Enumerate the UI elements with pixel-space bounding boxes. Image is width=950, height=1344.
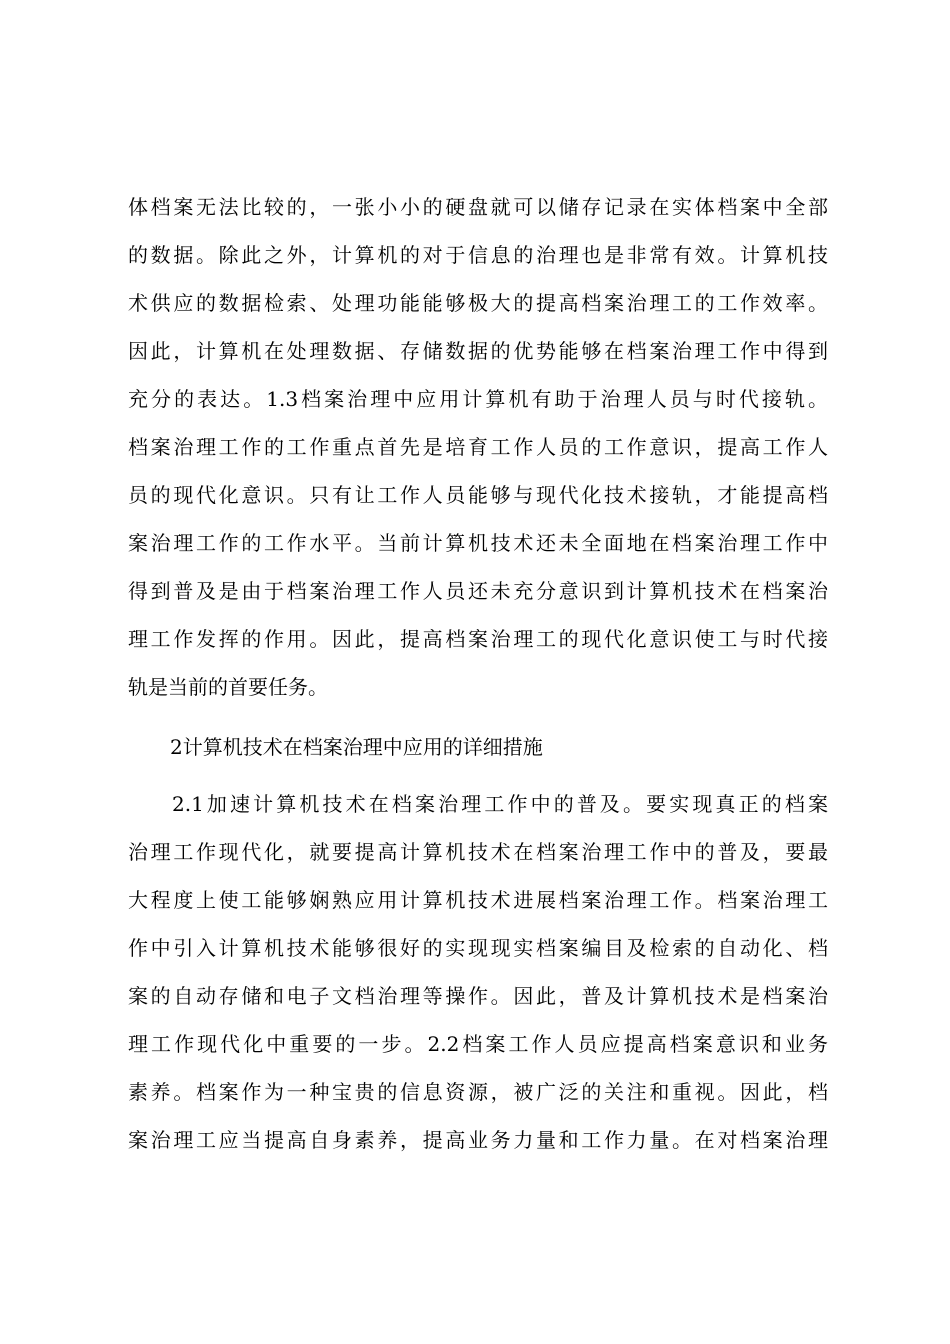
paragraph-1-line-8: 案治理工作的工作水平。当前计算机技术还未全面地在档案治理工作中 <box>128 531 828 555</box>
paragraph-1-line-11: 轨是当前的首要任务。 <box>128 675 328 699</box>
paragraph-1-line-9: 得到普及是由于档案治理工作人员还未充分意识到计算机技术在档案治 <box>128 579 828 603</box>
paragraph-1-line-5: 充分的表达。1.3档案治理中应用计算机有助于治理人员与时代接轨。 <box>128 387 828 411</box>
paragraph-2-line-2: 治理工作现代化，就要提高计算机技术在档案治理工作中的普及，要最 <box>128 840 828 864</box>
paragraph-2-line-8: 案治理工应当提高自身素养，提高业务力量和工作力量。在对档案治理 <box>128 1128 828 1152</box>
paragraph-2-line-3: 大程度上使工能够娴熟应用计算机技术进展档案治理工作。档案治理工 <box>128 888 828 912</box>
paragraph-1-line-2: 的数据。除此之外，计算机的对于信息的治理也是非常有效。计算机技 <box>128 243 828 267</box>
paragraph-2-line-5: 案的自动存储和电子文档治理等操作。因此，普及计算机技术是档案治 <box>128 984 828 1008</box>
paragraph-1-line-1: 体档案无法比较的，一张小小的硬盘就可以储存记录在实体档案中全部 <box>128 195 828 219</box>
paragraph-2-line-4: 作中引入计算机技术能够很好的实现现实档案编目及检索的自动化、档 <box>128 936 828 960</box>
paragraph-2-line-1: 2.1加速计算机技术在档案治理工作中的普及。要实现真正的档案 <box>172 792 828 816</box>
paragraph-2-line-7: 素养。档案作为一种宝贵的信息资源，被广泛的关注和重视。因此，档 <box>128 1080 828 1104</box>
paragraph-1-line-10: 理工作发挥的作用。因此，提高档案治理工的现代化意识使工与时代接 <box>128 627 828 651</box>
paragraph-1-line-4: 因此，计算机在处理数据、存储数据的优势能够在档案治理工作中得到 <box>128 339 828 363</box>
paragraph-1-line-7: 员的现代化意识。只有让工作人员能够与现代化技术接轨，才能提高档 <box>128 483 828 507</box>
paragraph-2-line-6: 理工作现代化中重要的一步。2.2档案工作人员应提高档案意识和业务 <box>128 1032 828 1056</box>
paragraph-1-line-6: 档案治理工作的工作重点首先是培育工作人员的工作意识，提高工作人 <box>128 435 828 459</box>
paragraph-1-line-3: 术供应的数据检索、处理功能能够极大的提高档案治理工的工作效率。 <box>128 291 828 315</box>
section-heading: 2计算机技术在档案治理中应用的详细措施 <box>170 735 543 759</box>
